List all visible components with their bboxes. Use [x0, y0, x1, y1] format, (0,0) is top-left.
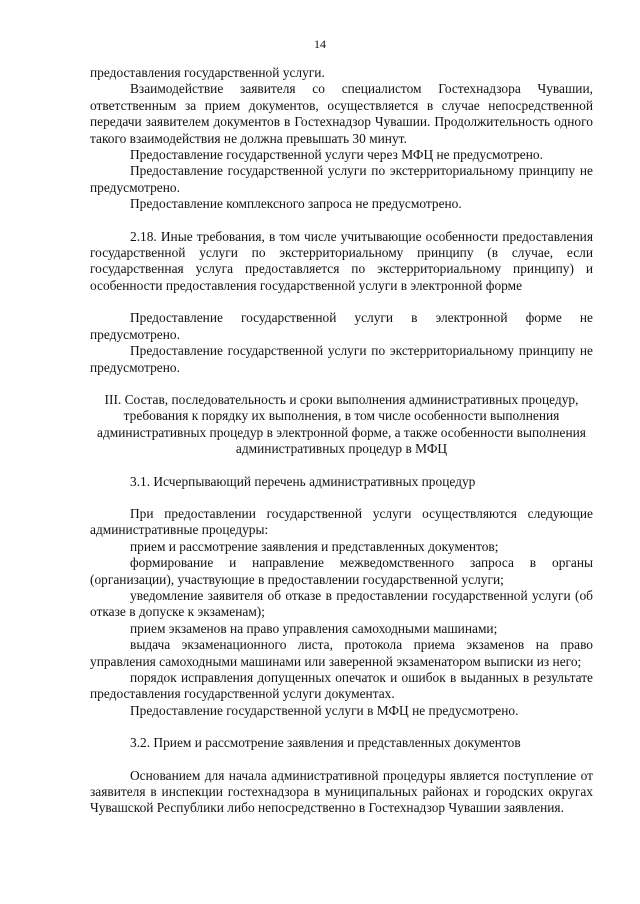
paragraph: предоставления государственной услуги.	[90, 65, 325, 80]
paragraph: Предоставление государственной услуги по экстерриториальному принципу не предусмотрено.	[90, 163, 593, 195]
paragraph: Предоставление государственной услуги в электронной форме не предусмотрено.	[90, 310, 593, 342]
page-number: 14	[314, 37, 326, 51]
document-body	[90, 65, 593, 817]
chapter-heading-iii: III. Состав, последовательность и сроки выполнения административных процедур, требования к порядку их выполнения, в том числе особенности выполнения административных процедур в электронной форме, а также особенности выполнения административных процедур в МФЦ	[97, 391, 586, 457]
paragraph: Предоставление комплексного запроса не предусмотрено.	[130, 196, 462, 212]
section-heading-2-18: 2.18. Иные требования, в том числе учитывающие особенности предоставления государственной услуги по экстерриториальному принципу (в случае, если государственная услуга предоставляется по экстерриториальному принципу) и особенности предоставления государственной услуги в электронной форме	[90, 228, 593, 293]
paragraph: Предоставление государственной услуги через МФЦ не предусмотрено.	[130, 147, 543, 163]
paragraph: При предоставлении государственной услуги осуществляются следующие административные процедуры:	[90, 505, 593, 538]
list-item: прием экзаменов на право управления самоходными машинами;	[130, 620, 498, 636]
list-item: уведомление заявителя об отказе в предоставлении государственной услуги (об отказе в допуске к экзаменам);	[90, 587, 593, 620]
section-heading-3-2: 3.2. Прием и рассмотрение заявления и представленных документов	[130, 735, 521, 751]
paragraph: Предоставление государственной услуги в МФЦ не предусмотрено.	[130, 702, 519, 718]
section-heading-3-1: 3.1. Исчерпывающий перечень административных процедур	[130, 473, 476, 489]
list-item: прием и рассмотрение заявления и представленных документов;	[130, 538, 499, 554]
list-item: формирование и направление межведомственного запроса в органы (организации), участвующие в предоставлении государственной услуги;	[90, 555, 593, 587]
paragraph: Предоставление государственной услуги по экстерриториальному принципу не предусмотрено.	[90, 343, 593, 375]
list-item: порядок исправления допущенных опечаток и ошибок в выданных в результате предоставления государственной услуги документах.	[90, 670, 593, 702]
paragraph: Основанием для начала административной процедуры является поступление от заявителя в инспекции гостехнадзора в муниципальных районах и городских округах Чувашской Республики либо непосредственно в Гостехнадзор Чувашии заявления.	[90, 767, 593, 816]
list-item: выдача экзаменационного листа, протокола приема экзаменов на право управления самоходными машинами или заверенной экзаменатором выписки из него;	[90, 637, 593, 669]
paragraph: Взаимодействие заявителя со специалистом Гостехнадзора Чувашии, ответственным за прием документов, осуществляется в случае непосредственной передачи заявителем документов в Гостехнадзор Чувашии. Продолжительность одного такого взаимодействия не должна превышать 30 минут.	[90, 81, 593, 146]
